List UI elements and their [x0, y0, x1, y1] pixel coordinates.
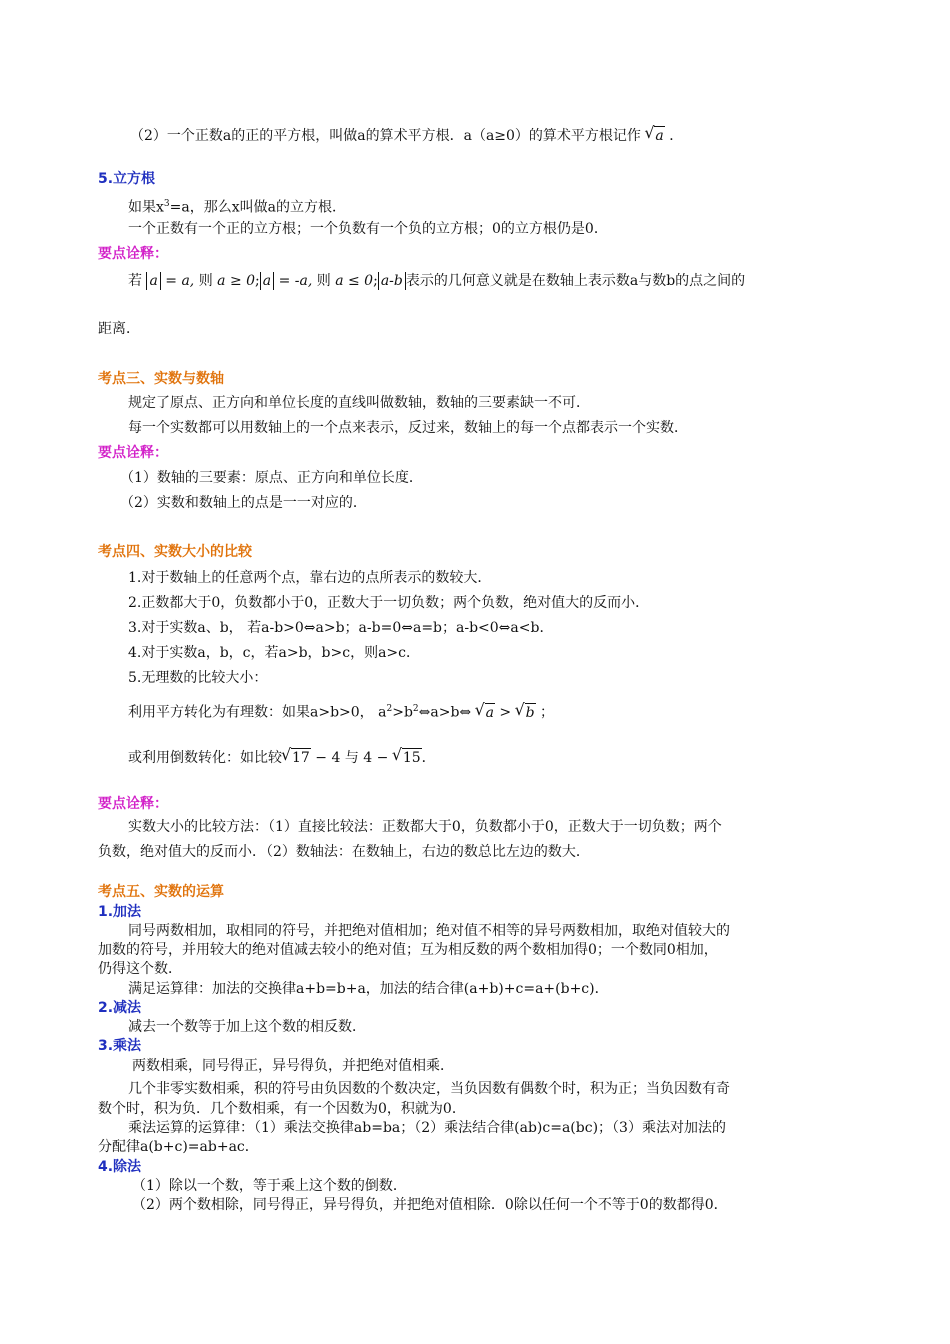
paragraph: 两数相乘，同号得正，异号得负，并把绝对值相乘． [132, 1058, 454, 1074]
abs-a: a [146, 272, 160, 290]
paragraph: （1）数轴的三要素：原点、正方向和单位长度． [120, 470, 423, 486]
text: − 4 [310, 750, 341, 766]
abs-value-line [128, 272, 745, 290]
superscript: 3 [163, 199, 170, 209]
paragraph: 实数大小的比较方法：（1）直接比较法：正数都大于0，负数都小于0，正数大于一切负数；两个 [128, 819, 722, 835]
text: 如果x [128, 199, 164, 216]
cube-root-sign: 一个正数有一个正的立方根；一个负数有一个负的立方根；0的立方根仍是0． [128, 221, 608, 237]
abs-a-minus-b: a-b [378, 272, 406, 290]
text: 表示的几何意义就是在数轴上表示数a与数b的点之间的 [405, 273, 746, 289]
text: 4 − [363, 750, 393, 766]
radicand: 17 [292, 750, 310, 766]
heading-addition: 1.加法 [98, 904, 142, 920]
text: （2）一个正数a的正的平方根，叫做a的算术平方根．a（a≥0）的算术平方根记作 [130, 128, 641, 144]
heading-cube-root: 5.立方根 [98, 171, 156, 187]
text: ． [669, 128, 684, 144]
math: a ≤ 0 [335, 273, 374, 289]
paragraph: 同号两数相加，取相同的符号，并把绝对值相加；绝对值不相等的异号两数相加，取绝对值较大的 [128, 923, 730, 939]
sqrt-17 [282, 748, 311, 767]
text: ; [373, 273, 378, 289]
paragraph: 负数，绝对值大的反而小．（2）数轴法：在数轴上，右边的数总比左边的数大． [98, 844, 590, 860]
superscript: 2 [386, 704, 393, 714]
radicand: 15 [402, 750, 421, 766]
paragraph: 每一个实数都可以用数轴上的一个点来表示，反过来，数轴上的每一个点都表示一个实数． [128, 420, 688, 436]
paragraph: 几个非零实数相乘，积的符号由负因数的个数决定，当负因数有偶数个时，积为正；当负因数有奇 [128, 1081, 730, 1097]
text: 若 [128, 273, 142, 289]
text: 利用平方转化为有理数：如果a>b>0， a [128, 704, 387, 721]
square-compare-line [128, 700, 554, 722]
paragraph: （2）实数和数轴上的点是一一对应的． [120, 495, 367, 511]
text: > [494, 704, 516, 721]
paragraph: 5.无理数的比较大小： [128, 670, 268, 686]
cube-root-def [128, 195, 346, 217]
sqrt-definition-line [130, 126, 683, 145]
sqrt-b [516, 703, 536, 722]
text: ⇔a>b⇔ [418, 704, 472, 721]
sqrt-a [476, 703, 495, 722]
text: ； [540, 704, 555, 721]
radicand: a [485, 704, 494, 721]
key-notes-label: 要点诠释： [98, 445, 168, 461]
paragraph: 加数的符号，并用较大的绝对值减去较小的绝对值；互为相反数的两个数相加得0；一个数同0相加， [98, 942, 718, 958]
heading-operations: 考点五、实数的运算 [98, 884, 224, 900]
paragraph: 2.正数都大于0，负数都小于0，正数大于一切负数；两个负数，绝对值大的反而小． [128, 595, 650, 611]
distance-text: 距离． [98, 321, 140, 337]
text: 或利用倒数转化：如比较 [128, 750, 282, 766]
heading-subtraction: 2.减法 [98, 1000, 142, 1016]
text: 则 [198, 273, 213, 289]
math: = a, [160, 273, 195, 289]
paragraph: （1）除以一个数，等于乘上这个数的倒数． [132, 1178, 407, 1194]
paragraph: 3.对于实数a、b， 若a-b>0⇔a>b；a-b=0⇔a=b；a-b<0⇔a<b． [128, 620, 554, 636]
paragraph: 规定了原点、正方向和单位长度的直线叫做数轴，数轴的三要素缺一不可． [128, 395, 590, 411]
heading-compare: 考点四、实数大小的比较 [98, 544, 252, 560]
radicand: a [655, 128, 664, 144]
superscript: 2 [412, 704, 419, 714]
paragraph: （2）两个数相除，同号得正，异号得负，并把绝对值相除．0除以任何一个不等于0的数都得0． [132, 1197, 728, 1213]
paragraph: 数个时，积为负．几个数相乘，有一个因数为0，积就为0． [98, 1101, 466, 1117]
sqrt-15 [393, 748, 422, 767]
paragraph: 仍得这个数． [98, 961, 182, 977]
abs-a: a [260, 272, 274, 290]
key-notes-label: 要点诠释： [98, 796, 168, 812]
paragraph: 分配律a(b+c)=ab+ac． [98, 1139, 259, 1155]
text: =a，那么x叫做a的立方根． [169, 199, 346, 216]
text: >b [392, 704, 413, 721]
text: ; [255, 273, 260, 289]
sqrt-a [645, 126, 664, 145]
math: a ≥ 0 [217, 273, 256, 289]
text: ． [421, 750, 436, 766]
heading-number-line: 考点三、实数与数轴 [98, 371, 224, 387]
heading-multiplication: 3.乘法 [98, 1038, 142, 1054]
text: 与 [344, 750, 359, 766]
paragraph: 乘法运算的运算律：（1）乘法交换律ab=ba；（2）乘法结合律(ab)c=a(bc)；（3）乘法对加法的 [128, 1120, 726, 1136]
paragraph: 减去一个数等于加上这个数的相反数． [128, 1019, 366, 1035]
key-notes-label: 要点诠释： [98, 246, 168, 262]
text: 则 [316, 273, 331, 289]
heading-division: 4.除法 [98, 1159, 142, 1175]
radicand: b [525, 704, 535, 721]
paragraph: 1.对于数轴上的任意两个点，靠右边的点所表示的数较大． [128, 570, 492, 586]
reciprocal-compare-line [128, 748, 436, 767]
math: = -a, [274, 273, 313, 289]
paragraph: 满足运算律：加法的交换律a+b=b+a，加法的结合律(a+b)+c=a+(b+c)． [128, 981, 609, 997]
paragraph: 4.对于实数a，b，c，若a>b，b>c，则a>c． [128, 645, 420, 661]
